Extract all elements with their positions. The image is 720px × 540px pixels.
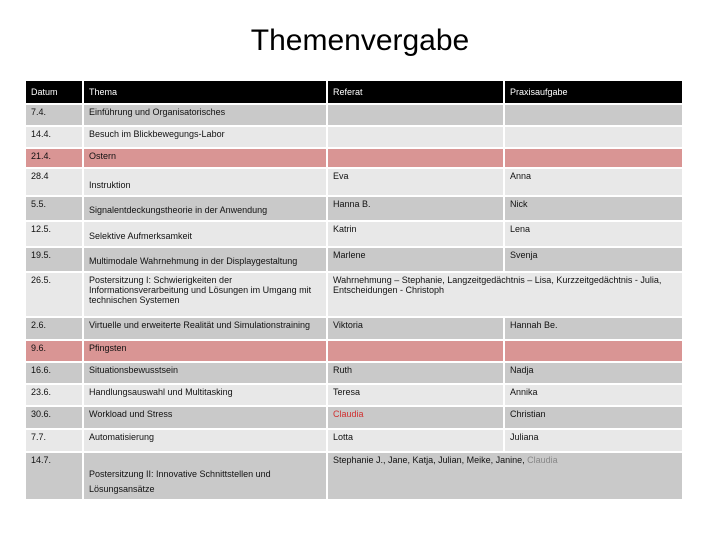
name-text: Christian [510, 409, 546, 419]
name-text: Juliana [510, 432, 539, 442]
name-text: Wahrnehmung – Stephanie, Langzeitgedächtnis – Lisa, Kurzzeitgedächtnis - Julia, Entscheidungen - Christoph [333, 275, 662, 295]
topic-cell: Pfingsten [84, 341, 326, 361]
table-row [26, 273, 682, 316]
date-cell: 30.6. [26, 407, 82, 428]
date-cell: 7.7. [26, 430, 82, 451]
header-referat: Referat [328, 81, 503, 103]
date-cell: 12.5. [26, 222, 82, 246]
name-text: Eva [333, 171, 349, 181]
topic-table [24, 79, 684, 501]
table-row [26, 248, 682, 271]
name-text: Hanna B. [333, 199, 371, 209]
praxis-cell [505, 127, 682, 147]
name-text: Hannah Be. [510, 320, 558, 330]
table-header-row [26, 81, 682, 103]
topic-cell: Einführung und Organisatorisches [84, 105, 326, 125]
referat-cell [328, 385, 503, 405]
name-text: Nick [510, 199, 528, 209]
referat-cell [328, 169, 503, 195]
name-text: Viktoria [333, 320, 363, 330]
praxis-cell [505, 105, 682, 125]
praxis-cell [505, 197, 682, 220]
date-cell: 21.4. [26, 149, 82, 167]
praxis-cell [505, 149, 682, 167]
topic-cell: Signalentdeckungstheorie in der Anwendung [84, 197, 326, 220]
name-text: Claudia [333, 409, 364, 419]
praxis-cell [505, 248, 682, 271]
table-row [26, 105, 682, 125]
topic-cell: Postersitzung I: Schwierigkeiten der Informationsverarbeitung und Lösungen im Umgang mit technischen Systemen [84, 273, 326, 316]
topic-cell: Ostern [84, 149, 326, 167]
date-cell: 2.6. [26, 318, 82, 339]
praxis-cell [505, 341, 682, 361]
topic-cell: Postersitzung II: Innovative Schnittstellen und Lösungsansätze [84, 453, 326, 499]
date-cell: 23.6. [26, 385, 82, 405]
praxis-cell [505, 430, 682, 451]
name-text: Claudia [527, 455, 558, 465]
header-datum: Datum [26, 81, 82, 103]
presenters-cell [328, 273, 682, 316]
table-row [26, 453, 682, 499]
date-cell: 19.5. [26, 248, 82, 271]
date-cell: 14.4. [26, 127, 82, 147]
praxis-cell [505, 363, 682, 383]
praxis-cell [505, 407, 682, 428]
topic-cell: Workload und Stress [84, 407, 326, 428]
topic-cell: Situationsbewusstsein [84, 363, 326, 383]
topic-cell: Selektive Aufmerksamkeit [84, 222, 326, 246]
name-text: Nadja [510, 365, 534, 375]
date-cell: 5.5. [26, 197, 82, 220]
topic-cell: Besuch im Blickbewegungs-Labor [84, 127, 326, 147]
name-text: Svenja [510, 250, 538, 260]
referat-cell [328, 197, 503, 220]
table-row [26, 169, 682, 195]
presenters-cell [328, 453, 682, 499]
table-row [26, 363, 682, 383]
table-row [26, 197, 682, 220]
topic-cell: Handlungsauswahl und Multitasking [84, 385, 326, 405]
date-cell: 26.5. [26, 273, 82, 316]
table-row [26, 127, 682, 147]
date-cell: 9.6. [26, 341, 82, 361]
referat-cell [328, 407, 503, 428]
name-text: Katrin [333, 224, 357, 234]
table-row [26, 222, 682, 246]
name-text: Lotta [333, 432, 354, 442]
table-row [26, 430, 682, 451]
table-row [26, 407, 682, 428]
referat-cell [328, 222, 503, 246]
topic-cell: Instruktion [84, 169, 326, 195]
header-praxisaufgabe: Praxisaufgabe [505, 81, 682, 103]
referat-cell [328, 149, 503, 167]
referat-cell [328, 105, 503, 125]
praxis-cell [505, 385, 682, 405]
referat-cell [328, 363, 503, 383]
name-text: Ruth [333, 365, 353, 375]
name-text: Annika [510, 387, 538, 397]
name-text: Teresa [333, 387, 361, 397]
referat-cell [328, 318, 503, 339]
date-cell: 7.4. [26, 105, 82, 125]
name-text: Stephanie J., Jane, Katja, Julian, Meike, Janine, [333, 455, 528, 465]
referat-cell [328, 430, 503, 451]
referat-cell [328, 341, 503, 361]
praxis-cell [505, 222, 682, 246]
table-row [26, 149, 682, 167]
topic-cell: Automatisierung [84, 430, 326, 451]
header-thema: Thema [84, 81, 326, 103]
name-text: Lena [510, 224, 531, 234]
table-row [26, 318, 682, 339]
topic-cell: Multimodale Wahrnehmung in der Displaygestaltung [84, 248, 326, 271]
page-title: Themenvergabe [250, 24, 470, 57]
date-cell: 28.4 [26, 169, 82, 195]
referat-cell [328, 248, 503, 271]
table-row [26, 341, 682, 361]
praxis-cell [505, 169, 682, 195]
referat-cell [328, 127, 503, 147]
praxis-cell [505, 318, 682, 339]
date-cell: 14.7. [26, 453, 82, 499]
name-text: Marlene [333, 250, 366, 260]
table-row [26, 385, 682, 405]
topic-cell: Virtuelle und erweiterte Realität und Simulationstraining [84, 318, 326, 339]
name-text: Anna [510, 171, 532, 181]
date-cell: 16.6. [26, 363, 82, 383]
